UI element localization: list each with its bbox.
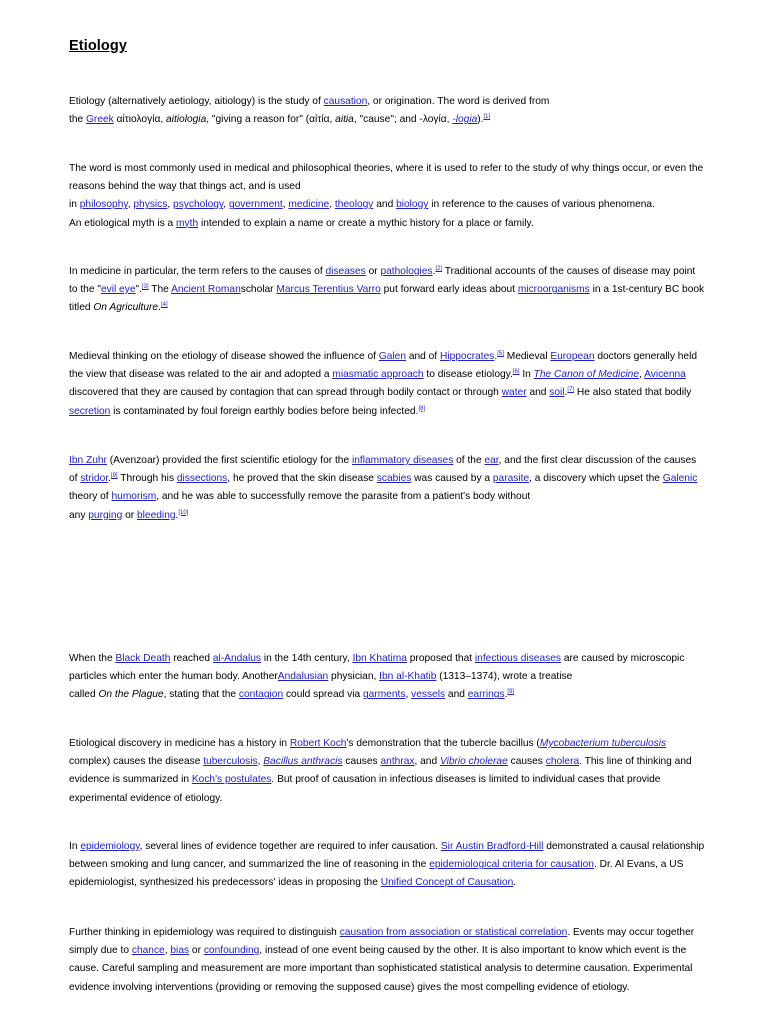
text: 's demonstration that the tubercle bacillus ( [346,738,540,749]
link-causation[interactable]: causation [323,96,368,107]
italic-text: aitia [335,114,354,126]
link-european[interactable]: European [550,351,595,362]
text: reached [170,653,213,664]
link-pathologies[interactable]: pathologies [380,266,433,277]
link-microorganisms[interactable]: microorganisms [517,284,590,296]
link-diseases[interactable]: diseases [325,266,366,277]
text: Medieval [503,351,551,362]
link-bacillus-anthracis[interactable] [263,756,342,767]
citation-9[interactable]: [9] [110,473,118,480]
link-government[interactable]: government [228,199,283,211]
text: ). [477,114,484,126]
citation-1[interactable]: [1] [483,114,491,121]
link-bleeding[interactable]: bleeding [137,509,176,521]
link-medicine[interactable]: medicine [288,199,330,211]
citation-3[interactable]: [3] [141,284,149,291]
text: (1313–1374), wrote a treatise [436,671,573,683]
text: and [526,387,550,399]
paragraph-definition [69,93,589,129]
text: scholar [240,284,277,296]
italic-text: Bacillus anthracis [263,756,343,768]
text: was caused by a [411,473,493,485]
paragraph-black-death [69,650,705,705]
text: . [432,266,436,277]
link-water[interactable]: water [501,387,527,399]
text: Traditional accounts of the causes of disease may point to the " [69,266,696,296]
text: . Dr. Al Evans, a US epidemiologist, synthesized his predecessors' ideas in proposing the [69,859,684,889]
text: the [69,114,86,126]
link-bradford-hill[interactable]: Sir Austin Bradford-Hill [440,841,544,852]
text: . [564,387,568,399]
text: . This line of thinking and evidence is summarized in [69,756,692,786]
text: , and [414,756,440,768]
link-purging[interactable]: purging [88,509,123,521]
citation-10[interactable]: [10] [178,509,189,516]
text: , [167,199,174,211]
text: In medicine in particular, the term refers to the causes of [69,266,326,277]
link-garments[interactable]: garments [362,689,406,701]
text: , a discovery which upset the [529,473,663,485]
text: . [108,473,111,485]
link-avicenna[interactable]: Avicenna [644,369,686,381]
link-logia[interactable] [452,114,477,125]
link-causation-association[interactable]: causation from association or statistical correlation [339,927,568,938]
citation-2[interactable]: [2] [435,266,443,272]
text: The [148,284,172,296]
text: could spread via [283,689,363,701]
text: , several lines of evidence together are required to infer causation. [139,841,441,852]
link-infectious-diseases[interactable]: infectious diseases [474,653,561,664]
text: causes [507,756,546,768]
paragraph-usage [69,160,705,233]
text: discovered that they are caused by contagion that can spread through bodily contact or through [69,387,502,399]
text: or [365,266,381,277]
italic-text: aitiologia [166,114,207,126]
text: Through his [117,473,177,485]
link-andalusian[interactable]: Andalusian [277,671,329,683]
text: causes [342,756,381,768]
italic-text: Vibrio cholerae [439,756,508,768]
link-kochs-postulates[interactable]: Koch's postulates [191,774,272,786]
text: theory of [69,491,112,503]
link-evil-eye[interactable]: evil eye [100,284,136,296]
text: , "giving a reason for" (αἰτία, [206,114,336,126]
text: intended to explain a name or create a mythic history for a place or family. [198,217,534,229]
text: , [257,756,264,768]
text: , [282,199,289,211]
text: In [519,369,534,381]
text: , he proved that the skin disease [227,473,377,485]
link-theology[interactable]: theology [334,199,374,211]
link-epidemiological-criteria[interactable]: epidemiological criteria for causation [429,859,594,871]
link-ibn-al-khatib[interactable]: Ibn al-Khatib [379,671,437,683]
text: (Avenzoar) provided the first scientific etiology for the [106,455,352,466]
citation-9b[interactable]: [9] [507,689,515,696]
link-myth[interactable]: myth [176,217,199,229]
text: and [445,689,468,701]
text: put forward early ideas about [380,284,518,296]
text: demonstrated a causal relationship between smoking and lung cancer, and summarized the line of reasoning in the [69,841,705,871]
link-robert-koch[interactable]: Robert Koch [289,738,347,749]
text: or [122,509,137,521]
text: , instead of one event being caused by the other. It is also important to know which event is the cause. Careful sampling and measurement are more important than sophisticated statistical analysis to determine causation. Experimental evidence involving interventions (providing or removing the supposed cause) gives the most compelling evidence of etiology. [69,945,693,993]
link-hippocrates[interactable]: Hippocrates [439,351,495,362]
italic-text: Mycobacterium tuberculosis [539,738,667,749]
text: , [639,369,645,381]
link-ibn-khatima[interactable]: Ibn Khatima [352,653,407,664]
link-greek[interactable]: Greek [86,114,114,126]
text: , and the first clear discussion of the causes of [69,455,697,485]
text: called [69,689,99,701]
link-cholera[interactable]: cholera [545,756,580,768]
link-secretion[interactable]: secretion [69,405,111,417]
text: Etiological discovery in medicine has a history in [69,738,290,749]
link-biology[interactable]: biology [396,199,429,211]
text: The word is most commonly used in medical and philosophical theories, where it is used to refer to the study of why things occur, or even the reasons behind the way that things act, and is used [69,163,704,193]
link-parasite[interactable]: parasite [492,473,530,485]
text: in the 14th century, [261,653,353,664]
text: complex) causes the disease [69,756,204,768]
text: and [373,199,397,211]
citation-5[interactable]: [5] [497,351,504,357]
italic-text: The Canon of Medicine [533,369,640,381]
link-miasmatic-approach[interactable]: miasmatic approach [332,369,424,381]
citation-6[interactable]: [6] [512,369,520,376]
text: of the [453,455,485,466]
link-dissections[interactable]: dissections [176,473,228,485]
text: to disease etiology. [423,369,513,381]
text: and of [405,351,440,362]
citation-4[interactable]: [4] [160,302,168,309]
italic-text: On the Plague [98,689,164,701]
link-ear[interactable]: ear [484,455,499,466]
text: When the [69,653,116,664]
text: , stating that the [163,689,239,701]
link-tuberculosis[interactable]: tuberculosis [203,756,258,768]
text: . Events may occur together simply due to [69,927,695,957]
text: . [494,351,498,362]
text: in a 1st-century BC book titled [69,284,705,314]
text: Further thinking in epidemiology was required to distinguish [69,927,340,938]
text: any [69,509,89,521]
text: . But proof of causation in infectious diseases is limited to individual cases that provide experimental evidence of etiology. [69,774,661,804]
link-inflammatory-diseases[interactable]: inflammatory diseases [351,455,454,466]
link-contagion[interactable]: contagion [238,689,284,701]
link-earrings[interactable]: earrings [467,689,505,701]
text: , or origination. The word is derived from [367,96,550,107]
link-black-death[interactable]: Black Death [115,653,171,664]
text: is contaminated by foul foreign earthly bodies before being infected. [110,405,419,417]
text: He also stated that bodily [574,387,692,399]
link-canon-of-medicine[interactable] [534,369,639,380]
text: in reference to the causes of various phenomena. [428,199,655,211]
text: , [127,199,134,211]
link-ibn-zuhr[interactable]: Ibn Zuhr [69,455,107,466]
text: , [223,199,229,211]
paragraph-further-thinking [69,924,705,997]
text: or [189,945,204,957]
text: , and he was able to successfully remove the parasite from a patient's body without [156,491,531,503]
text: proposed that [406,653,475,664]
paragraph-koch [69,735,705,808]
text: , [164,945,171,957]
link-physics[interactable]: physics [133,199,168,211]
text: , [329,199,335,211]
text: are caused by microscopic particles which enter the human body. Another [69,653,685,683]
link-humorism[interactable]: humorism [111,491,157,503]
paragraph-medieval [69,348,705,421]
link-galenic[interactable]: Galenic [662,473,698,485]
text: , [405,689,412,701]
text: . [175,509,179,521]
link-unified-concept[interactable]: Unified Concept of Causation [380,877,514,889]
link-bias[interactable]: bias [170,945,190,957]
text: In [69,841,81,852]
text: physician, [328,671,380,683]
link-ancient-roman[interactable]: Ancient Roman [171,284,241,296]
link-confounding[interactable]: confounding [203,945,260,957]
text: , "cause"; and -λογία, [353,114,453,126]
paragraph-ibn-zuhr [69,452,705,525]
text: Etiology (alternatively aetiology, aitiology) is the study of [69,96,324,107]
page-title: Etiology [69,38,127,54]
text: . [513,877,517,889]
link-varro[interactable]: Marcus Terentius Varro [276,284,381,296]
text: in [69,199,80,211]
link-soil[interactable]: soil [549,387,565,399]
link-mycobacterium-tuberculosis[interactable] [540,738,666,749]
text: An etiological myth is a [69,217,177,229]
link-scabies[interactable]: scabies [376,473,412,485]
link-al-andalus[interactable]: al-Andalus [212,653,261,664]
link-stridor[interactable]: stridor [80,473,109,485]
paragraph-epidemiology [69,838,705,893]
paragraph-medicine [69,263,705,318]
link-vibrio-cholerae[interactable] [440,756,508,767]
text: ". [135,284,142,296]
citation-8[interactable]: [8] [418,405,426,412]
link-philosophy[interactable]: philosophy [79,199,128,211]
text: doctors generally held the view that disease was related to the air and adopted a [69,351,698,381]
link-chance[interactable]: chance [131,945,165,957]
link-psychology[interactable]: psychology [173,199,224,211]
text: αἰτιολογία, [113,114,167,126]
link-anthrax[interactable]: anthrax [380,756,415,768]
italic-text: On Agriculture [93,302,159,314]
text: Medieval thinking on the etiology of disease showed the influence of [69,351,379,362]
citation-7[interactable]: [7] [567,387,575,394]
text: . [158,302,161,314]
link-galen[interactable]: Galen [378,351,406,362]
link-epidemiology[interactable]: epidemiology [80,841,140,852]
text: . [504,689,508,701]
italic-text: -logia [452,114,478,126]
link-vessels[interactable]: vessels [411,689,446,701]
